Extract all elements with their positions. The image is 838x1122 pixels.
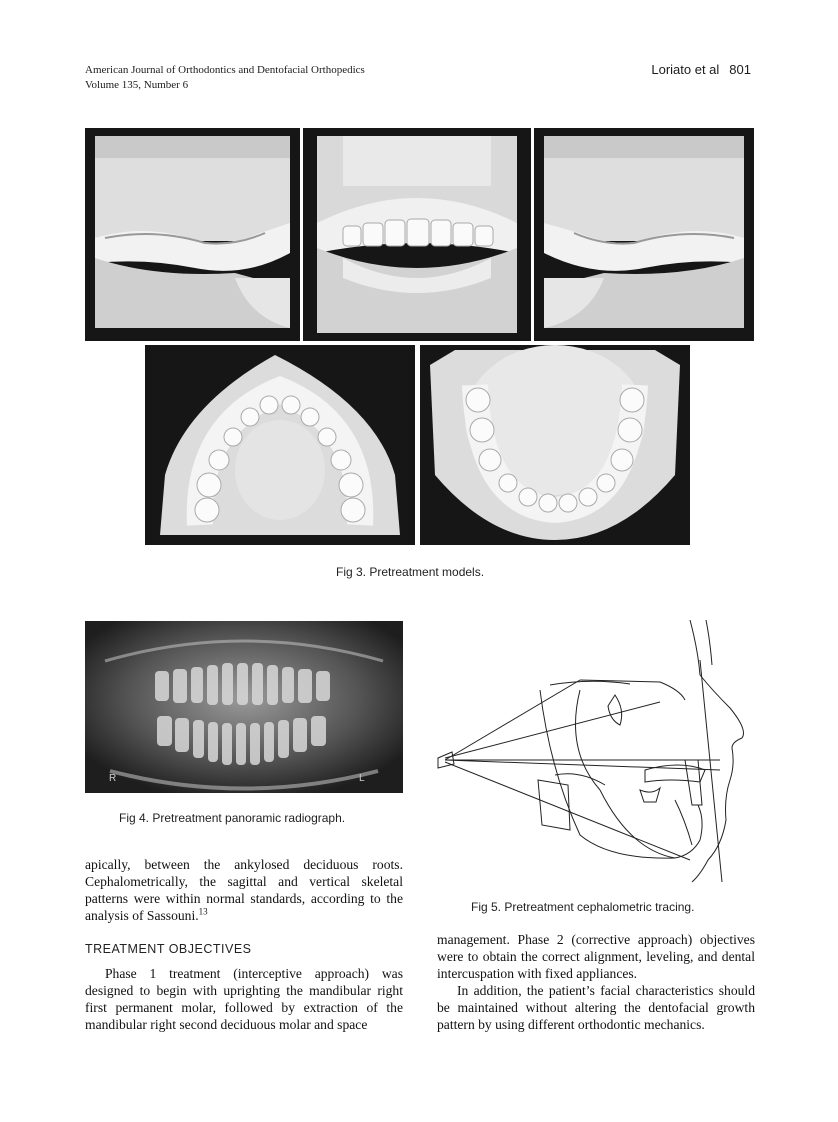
left-column-paragraph-1 bbox=[85, 856, 403, 924]
radiograph-marker-right: R bbox=[109, 773, 117, 784]
cephalometric-tracing bbox=[430, 620, 760, 888]
section-heading-treatment-objectives: TREATMENT OBJECTIVES bbox=[85, 942, 252, 956]
reference-13[interactable]: 13 bbox=[198, 906, 208, 917]
right-para2-text: In addition, the patient’s facial characteristics should be maintained without altering the dentofacial growth pattern by using different orthodontic mechanics. bbox=[437, 983, 755, 1032]
fig3-caption: Fig 3. Pretreatment models. bbox=[336, 565, 485, 579]
model-photo-left-lateral bbox=[534, 128, 754, 341]
fig4-caption: Fig 4. Pretreatment panoramic radiograph. bbox=[119, 811, 346, 825]
left-para1-text: apically, between the ankylosed deciduous roots. Cephalometrically, the sagittal and vertical skeletal patterns were within normal standards, according to the analysis of Sassouni. bbox=[85, 857, 403, 923]
panoramic-radiograph bbox=[85, 621, 403, 793]
left-column-paragraph-2 bbox=[85, 965, 403, 1033]
radiograph-marker-left: L bbox=[359, 773, 365, 784]
author-names: Loriato et al bbox=[651, 62, 720, 77]
journal-title: American Journal of Orthodontics and Dentofacial Orthopedics bbox=[85, 64, 365, 76]
right-para1-text: management. Phase 2 (corrective approach) objectives were to obtain the correct alignment, leveling, and dental intercuspation with fixed appliances. bbox=[437, 932, 755, 981]
left-para2-text: Phase 1 treatment (interceptive approach) was designed to begin with uprighting the mandibular right first permanent molar, followed by extraction of the mandibular right second deciduous molar and space bbox=[85, 966, 403, 1032]
model-photo-maxillary-occlusal bbox=[145, 345, 415, 545]
right-column-text bbox=[437, 931, 755, 1033]
page-number: 801 bbox=[729, 62, 751, 77]
fig5-caption: Fig 5. Pretreatment cephalometric tracing. bbox=[471, 900, 695, 914]
running-header-left bbox=[85, 63, 365, 93]
model-photo-mandibular-occlusal bbox=[420, 345, 690, 545]
model-photo-right-lateral bbox=[85, 128, 300, 341]
model-photo-frontal bbox=[303, 128, 531, 341]
volume-number: Volume 135, Number 6 bbox=[85, 79, 189, 91]
running-header-right bbox=[651, 62, 751, 77]
